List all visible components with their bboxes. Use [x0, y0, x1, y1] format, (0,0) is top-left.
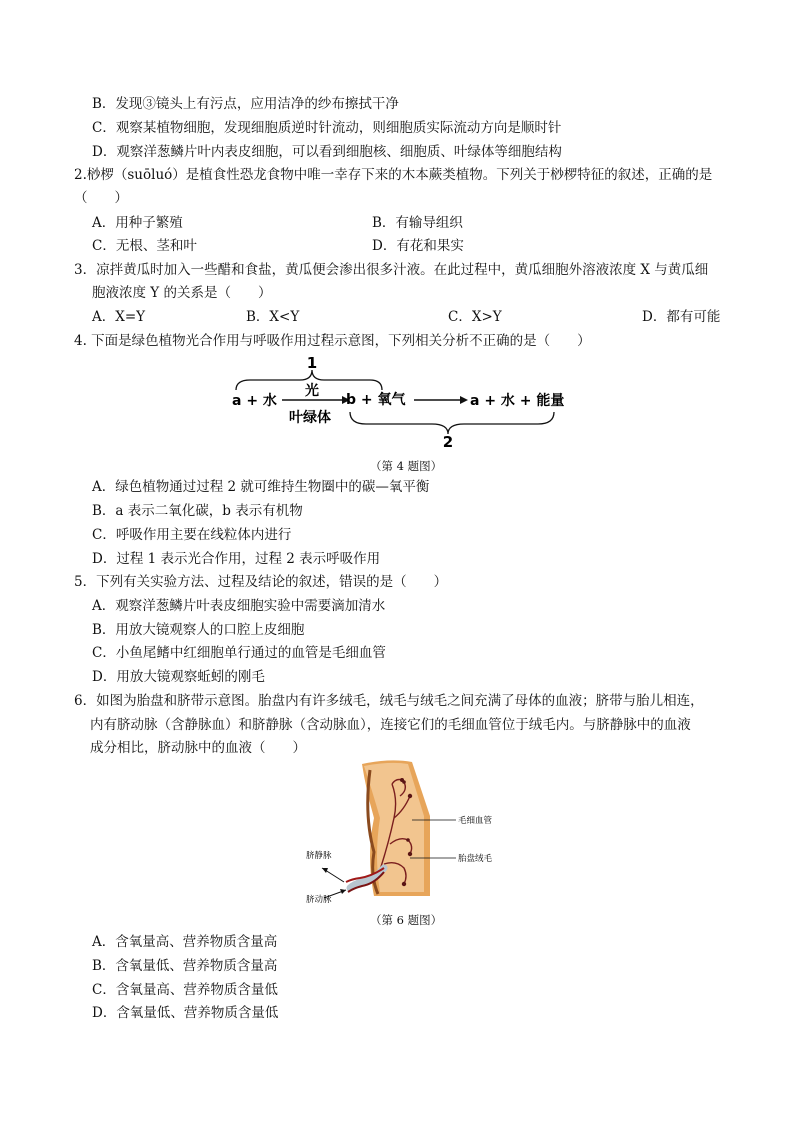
q5-stem: 5．下列有关实验方法、过程及结论的叙述，错误的是（ ） [74, 574, 448, 590]
q2-option-a: A．用种子繁殖 [92, 215, 183, 231]
q3-option-c: C．X>Y [448, 309, 502, 325]
q4-option-c: C．呼吸作用主要在线粒体内进行 [92, 527, 292, 543]
q3-option-a: A．X=Y [92, 309, 146, 325]
label-umbilical-artery: 脐动脉 [306, 895, 332, 905]
label-umbilical-vein: 脐静脉 [306, 851, 332, 861]
q1-option-d: D．观察洋葱鳞片叶内表皮细胞，可以看到细胞核、细胞质、叶绿体等细胞结构 [92, 144, 562, 160]
diagram-label-1: 1 [306, 354, 318, 372]
q1-option-c: C．观察某植物细胞，发现细胞质逆时针流动，则细胞质实际流动方向是顺时针 [92, 120, 562, 136]
q4-option-b: B．a 表示二氧化碳，b 表示有机物 [92, 503, 303, 519]
q6-stem-line-2: 内有脐动脉（含静脉血）和脐静脉（含动脉血），连接它们的毛细血管位于绒毛内。与脐静脉中的血液 [90, 717, 691, 733]
q2-option-b: B．有输导组织 [372, 215, 463, 231]
q4-option-a: A．绿色植物通过过程 2 就可维持生物圈中的碳—氧平衡 [92, 479, 430, 495]
diagram-right-products: a + 水 + 能量 [470, 393, 565, 409]
q2-option-c: C．无根、茎和叶 [92, 238, 197, 254]
q2-option-d: D．有花和果实 [372, 238, 464, 254]
q3-option-b: B．X<Y [246, 309, 300, 325]
diagram-left-reactants: a + 水 [232, 393, 277, 409]
q3-stem-cont: 胞液浓度 Y 的关系是（ ） [92, 285, 272, 301]
q5-option-d: D．用放大镜观察蚯蚓的刚毛 [92, 669, 265, 685]
q3-stem: 3．凉拌黄瓜时加入一些醋和食盐，黄瓜便会渗出很多汁液。在此过程中，黄瓜细胞外溶液浓度 X 与黄瓜细 [74, 262, 709, 278]
q5-option-b: B．用放大镜观察人的口腔上皮细胞 [92, 622, 305, 638]
q5-option-c: C．小鱼尾鳍中红细胞单行通过的血管是毛细血管 [92, 645, 386, 661]
q6-option-a: A．含氧量高、营养物质含量高 [92, 934, 278, 950]
label-capillary: 毛细血管 [458, 816, 493, 826]
q4-stem: 4. 下面是绿色植物光合作用与呼吸作用过程示意图，下列相关分析不正确的是（ ） [74, 333, 591, 349]
q5-option-a: A．观察洋葱鳞片叶表皮细胞实验中需要滴加清水 [92, 598, 386, 614]
q1-option-b: B．发现③镜头上有污点，应用洁净的纱布擦拭干净 [92, 96, 399, 112]
q6-stem-line-1: 6．如图为胎盘和脐带示意图。胎盘内有许多绒毛，绒毛与绒毛之间充满了母体的血液；脐带与胎儿相连， [74, 693, 704, 709]
diagram-label-2: 2 [442, 433, 454, 451]
q2-stem: 2.桫椤（suōluó）是植食性恐龙食物中唯一幸存下来的木本蕨类植物。下列关于桫椤特征的叙述，正确的是 [74, 167, 713, 183]
q6-option-b: B．含氧量低、营养物质含量高 [92, 958, 278, 974]
q2-stem-cont: （ ） [74, 190, 128, 206]
q4-option-d: D．过程 1 表示光合作用，过程 2 表示呼吸作用 [92, 551, 381, 567]
q6-option-c: C．含氧量高、营养物质含量低 [92, 982, 278, 998]
diagram-middle-products: b + 氧气 [346, 392, 406, 408]
q6-option-d: D．含氧量低、营养物质含量低 [92, 1005, 279, 1021]
q4-figure-caption: （第 4 题图） [370, 459, 443, 473]
q6-stem-line-3: 成分相比，脐动脉中的血液（ ） [90, 740, 306, 756]
label-placental-villus: 胎盘绒毛 [458, 854, 493, 864]
placenta-umbilical-figure [300, 756, 530, 906]
photosynthesis-respiration-diagram [220, 352, 580, 452]
diagram-chloroplast-condition: 叶绿体 [289, 410, 331, 426]
q3-option-d: D．都有可能 [642, 309, 721, 325]
q6-figure-caption: （第 6 题图） [370, 913, 443, 927]
diagram-light-condition: 光 [305, 383, 319, 399]
